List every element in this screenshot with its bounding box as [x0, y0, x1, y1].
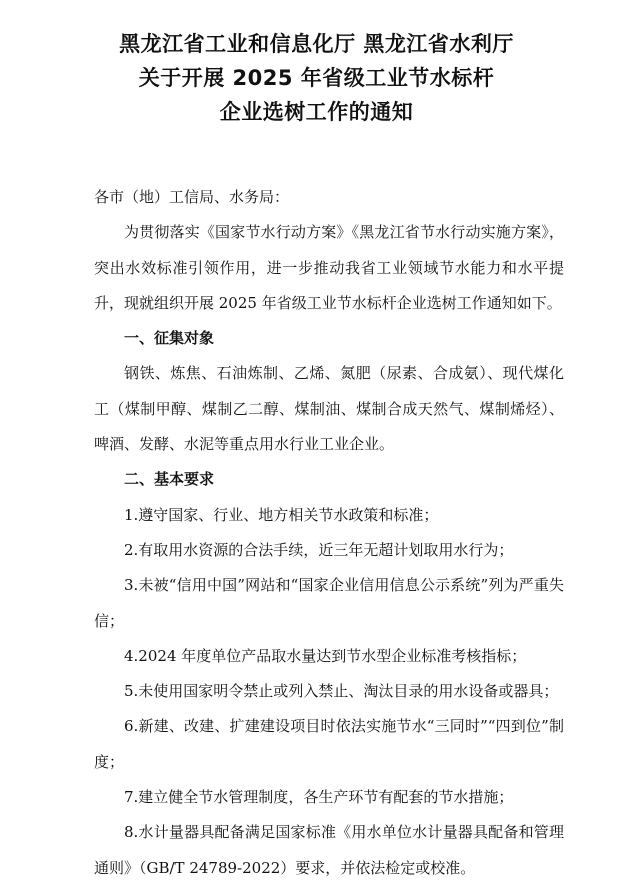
requirement-item-2: 2.有取用水资源的合法手续，近三年无超计划取用水行为；	[124, 540, 514, 559]
requirement-item-7: 7.建立健全节水管理制度，各生产环节有配套的节水措施；	[124, 788, 514, 807]
section-2-heading: 二、基本要求	[124, 470, 215, 489]
requirement-item-6: 6.新建、改建、扩建建设项目时依法实施节水“三同时”“四到位”制度；	[94, 717, 564, 771]
document-body	[94, 180, 564, 886]
section-1-heading: 一、征集对象	[124, 329, 215, 348]
intro-paragraph: 为贯彻落实《国家节水行动方案》《黑龙江省节水行动实施方案》，突出水效标准引领作用，进一步推动我省工业领域节水能力和水平提升，现就组织开展 2025 年省级工业节水标杆企业选树工作通知如下。	[94, 223, 564, 312]
title-line-2: 关于开展 2025 年省级工业节水标杆	[138, 66, 495, 90]
requirement-item-4: 4.2024 年度单位产品取水量达到节水型企业标准考核指标；	[124, 646, 527, 665]
document-title	[0, 27, 633, 129]
salutation: 各市（地）工信局、水务局：	[94, 188, 290, 206]
requirement-item-5: 5.未使用国家明令禁止或列入禁止、淘汰目录的用水设备或器具；	[124, 682, 559, 701]
title-line-1: 黑龙江省工业和信息化厅 黑龙江省水利厅	[119, 32, 514, 56]
requirement-item-1: 1.遵守国家、行业、地方相关节水政策和标准；	[124, 505, 439, 524]
section-1-paragraph: 钢铁、炼焦、石油炼制、乙烯、氮肥（尿素、合成氨）、现代煤化工（煤制甲醇、煤制乙二醇、煤制油、煤制合成天然气、煤制烯烃）、啤酒、发酵、水泥等重点用水行业工业企业。	[94, 364, 564, 454]
requirement-item-3: 3.未被“信用中国”网站和“国家企业信用信息公示系统”列为严重失信；	[94, 576, 564, 630]
title-line-3: 企业选树工作的通知	[219, 100, 414, 124]
requirement-item-8: 8.水计量器具配备满足国家标准《用水单位水计量器具配备和管理通则》（GB/T 24789-2022）要求，并依法检定或校准。	[94, 823, 564, 877]
